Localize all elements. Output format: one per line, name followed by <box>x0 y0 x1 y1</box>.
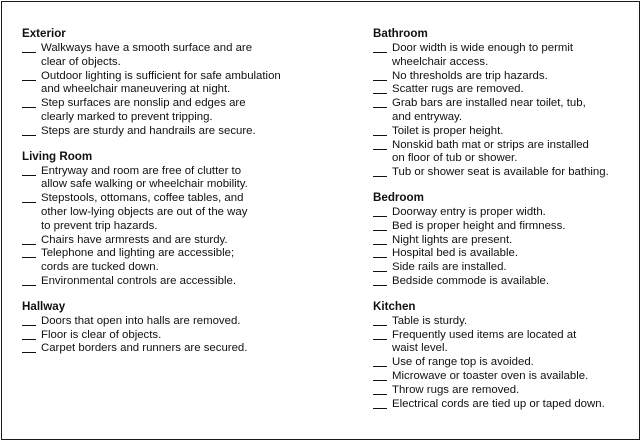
checklist-item-text: Telephone and lighting are accessible; cords are tucked down. <box>41 247 235 274</box>
checklist-item-text: Tub or shower seat is available for bathing. <box>392 166 609 179</box>
checklist-item <box>22 42 352 70</box>
checklist-item <box>373 97 639 125</box>
checklist-item <box>373 42 639 70</box>
section-title: Hallway <box>22 299 66 313</box>
checklist-item-text: Step surfaces are nonslip and edges are clearly marked to prevent tripping. <box>41 97 246 123</box>
section-title: Bathroom <box>373 27 428 40</box>
checklist-item-text: Grab bars are installed near toilet, tub, and entryway. <box>392 97 586 123</box>
checklist-item-text: Toilet is proper height. <box>392 124 504 137</box>
checklist-item-text: Table is sturdy. <box>392 314 468 327</box>
checklist-item <box>22 192 352 233</box>
checklist-item <box>22 70 352 98</box>
checklist-item-text: Bed is proper height and firmness. <box>392 219 566 232</box>
section-title: Kitchen <box>373 299 416 313</box>
checklist-item-text: Entryway and room are free of clutter to allow safe walking or wheelchair mobility. <box>41 164 248 191</box>
checklist-item <box>373 234 639 248</box>
checklist-item <box>22 275 352 289</box>
checklist-item <box>373 329 639 357</box>
checklist-item-text: Bedside commode is available. <box>392 274 550 287</box>
checklist-item <box>373 206 639 220</box>
checklist-item-text: Steps are sturdy and handrails are secure. <box>41 124 256 137</box>
checklist-item-text: Hospital bed is available. <box>392 247 519 260</box>
checklist-item <box>22 247 352 275</box>
checklist-item <box>373 70 639 84</box>
section-hallway <box>22 300 352 356</box>
checklist-item-text: Night lights are present. <box>392 233 513 246</box>
checklist-item-text: No thresholds are trip hazards. <box>392 69 548 82</box>
checklist-item-text: Nonskid bath mat or strips are installed on floor of tub or shower. <box>392 138 589 165</box>
checklist-item-text: Throw rugs are removed. <box>392 383 520 396</box>
checklist-item-text: Floor is clear of objects. <box>41 328 162 341</box>
checklist-item-text: Chairs have armrests and are sturdy. <box>41 233 228 246</box>
checklist-item <box>373 275 639 289</box>
checklist-item <box>22 97 352 125</box>
right-column <box>373 27 639 422</box>
checklist-item-text: Doorway entry is proper width. <box>392 205 546 218</box>
checklist-item-text: Doors that open into halls are removed. <box>41 314 241 327</box>
checklist-item <box>373 139 639 167</box>
section-exterior <box>22 27 352 139</box>
checklist-item <box>373 247 639 261</box>
checklist-item-text: Door width is wide enough to permit wheelchair access. <box>392 42 574 68</box>
section-title: Living Room <box>22 149 93 163</box>
checklist-item-text: Carpet borders and runners are secured. <box>41 342 248 355</box>
checklist-item-text: Frequently used items are located at waist level. <box>392 328 577 355</box>
checklist-item-text: Use of range top is avoided. <box>392 356 534 369</box>
checklist-item <box>373 166 639 180</box>
checklist-item-text: Environmental controls are accessible. <box>41 274 236 287</box>
checklist-item <box>22 315 352 329</box>
checklist-item-text: Electrical cords are tied up or taped down. <box>392 397 605 410</box>
section-title: Exterior <box>22 27 66 40</box>
checklist-item <box>373 398 639 412</box>
checklist-item <box>22 342 352 356</box>
checklist-item <box>22 234 352 248</box>
checklist-item-text: Stepstools, ottomans, coffee tables, and other low-lying objects are out of the way to prevent trip hazards. <box>41 192 248 232</box>
checklist-item <box>373 384 639 398</box>
checklist-item-text: Microwave or toaster oven is available. <box>392 369 589 382</box>
checklist-item-text: Scatter rugs are removed. <box>392 83 524 96</box>
checklist-item <box>22 125 352 139</box>
checklist-item <box>373 370 639 384</box>
checklist-item <box>373 83 639 97</box>
left-column <box>22 27 352 367</box>
checklist-item <box>373 220 639 234</box>
checklist-item <box>373 125 639 139</box>
checklist-item-text: Walkways have a smooth surface and are clear of objects. <box>41 42 253 68</box>
section-living-room <box>22 150 352 289</box>
checklist-item <box>373 315 639 329</box>
checklist-item <box>373 261 639 275</box>
checklist-item <box>22 329 352 343</box>
section-bathroom <box>373 27 639 180</box>
section-title: Bedroom <box>373 190 424 204</box>
section-bedroom <box>373 191 639 289</box>
checklist-item <box>373 356 639 370</box>
checklist-item-text: Side rails are installed. <box>392 261 507 274</box>
section-kitchen <box>373 300 639 412</box>
checklist-item-text: Outdoor lighting is sufficient for safe ambulation and wheelchair maneuvering at night. <box>41 69 281 96</box>
checklist-item <box>22 165 352 193</box>
